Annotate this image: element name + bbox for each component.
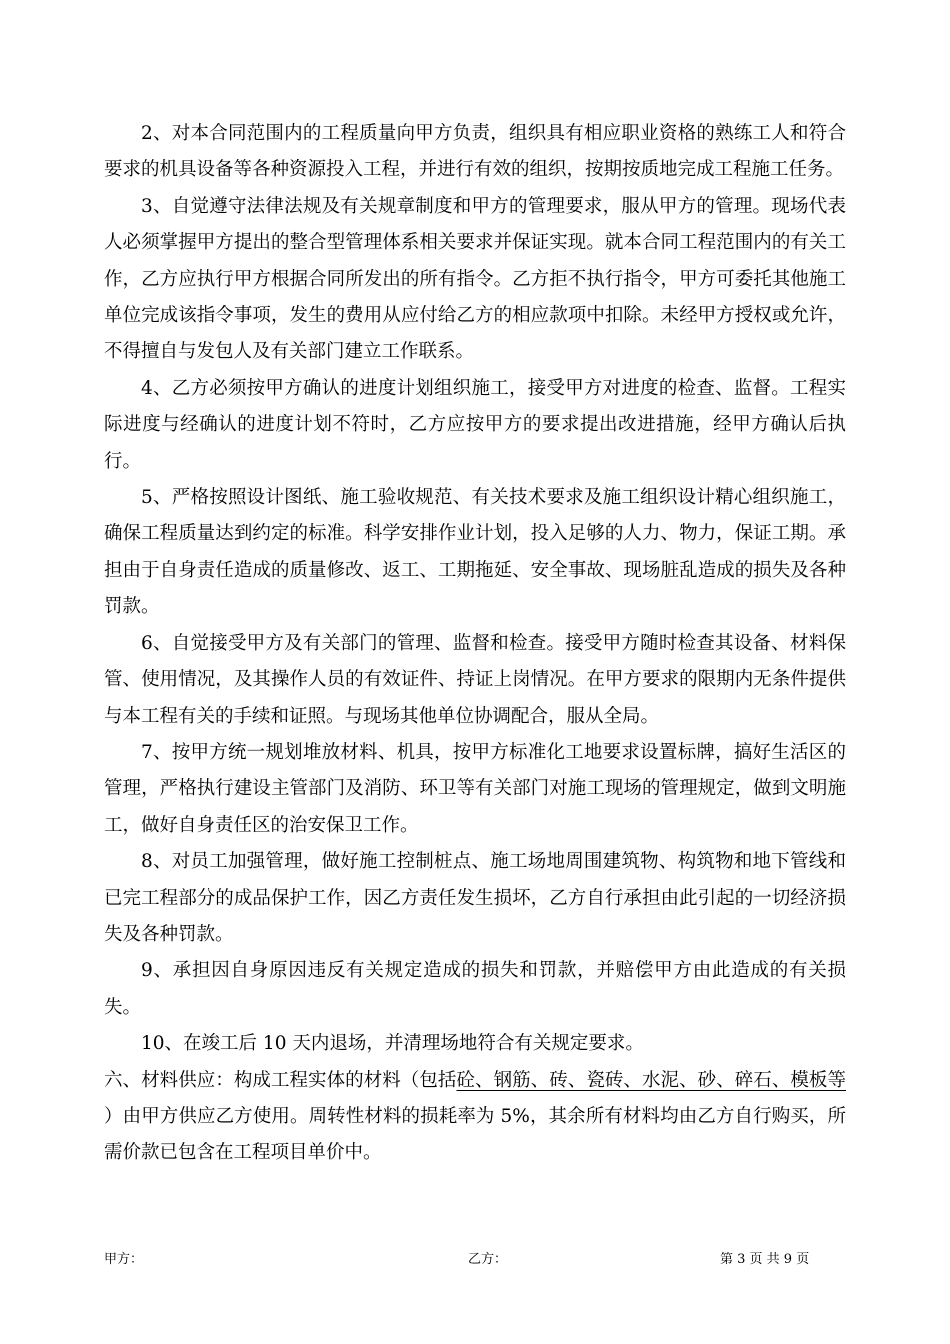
materials-list: 砼、钢筋、砖、瓷砖、水泥、砂、碎石、模板等 (456, 1069, 846, 1091)
clause-10: 10、在竣工后 10 天内退场，并清理场地符合有关规定要求。 (141, 1033, 644, 1055)
clause-3: 3、自觉遵守法律法规及有关规章制度和甲方的管理要求，服从甲方的管理。现场代表人必须掌握甲方提出的整合型管理体系相关要求并保证实现。就本合同工程范围内的有关工作，乙方应执行甲方根据合同所发出的所有指令。乙方拒不执行指令，甲方可委托其他施工单位完成该指令事项，发生的费用从应付给乙方的相应款项中扣除。未经甲方授权或允许，不得擅自与发包人及有关部门建立工作联系。 (104, 195, 846, 363)
footer-page-number: 第 3 页 共 9 页 (720, 1252, 810, 1267)
materials-suffix: ）由甲方供应乙方使用。周转性材料的损耗率为 5%，其余所有材料均由乙方自行购买，所需价款已包含在工程项目单价中。 (104, 1105, 846, 1164)
footer-party-a: 甲方： (104, 1252, 144, 1267)
clause-4: 4、乙方必须按甲方确认的进度计划组织施工，接受甲方对进度的检查、监督。工程实际进度与经确认的进度计划不符时，乙方应按甲方的要求提出改进措施，经甲方确认后执行。 (104, 377, 846, 472)
clause-7: 7、按甲方统一规划堆放材料、机具，按甲方标准化工地要求设置标牌，搞好生活区的管理，严格执行建设主管部门及消防、环卫等有关部门对施工现场的管理规定，做到文明施工，做好自身责任区的治安保卫工作。 (104, 741, 846, 836)
footer-party-b: 乙方： (468, 1252, 508, 1267)
clause-8: 8、对员工加强管理，做好施工控制桩点、施工场地周围建筑物、构筑物和地下管线和已完工程部分的成品保护工作，因乙方责任发生损坏，乙方自行承担由此引起的一切经济损失及各种罚款。 (104, 851, 846, 945)
clause-9: 9、承担因自身原因违反有关规定造成的损失和罚款，并赔偿甲方由此造成的有关损失。 (104, 960, 846, 1018)
document-body (104, 116, 846, 1172)
materials-supply-section (104, 1063, 846, 1172)
materials-prefix: 六、材料供应：构成工程实体的材料（包括 (104, 1069, 457, 1091)
clause-2: 2、对本合同范围内的工程质量向甲方负责，组织具有相应职业资格的熟练工人和符合要求的机具设备等各种资源投入工程，并进行有效的组织，按期按质地完成工程施工任务。 (104, 123, 846, 181)
clause-6: 6、自觉接受甲方及有关部门的管理、监督和检查。接受甲方随时检查其设备、材料保管、使用情况，及其操作人员的有效证件、持证上岗情况。在甲方要求的限期内无条件提供与本工程有关的手续和证照。与现场其他单位协调配合，服从全局。 (104, 632, 846, 727)
clause-5: 5、严格按照设计图纸、施工验收规范、有关技术要求及施工组织设计精心组织施工，确保工程质量达到约定的标准。科学安排作业计划，投入足够的人力、物力，保证工期。承担由于自身责任造成的质量修改、返工、工期拖延、安全事故、现场脏乱造成的损失及各种罚款。 (104, 487, 846, 618)
